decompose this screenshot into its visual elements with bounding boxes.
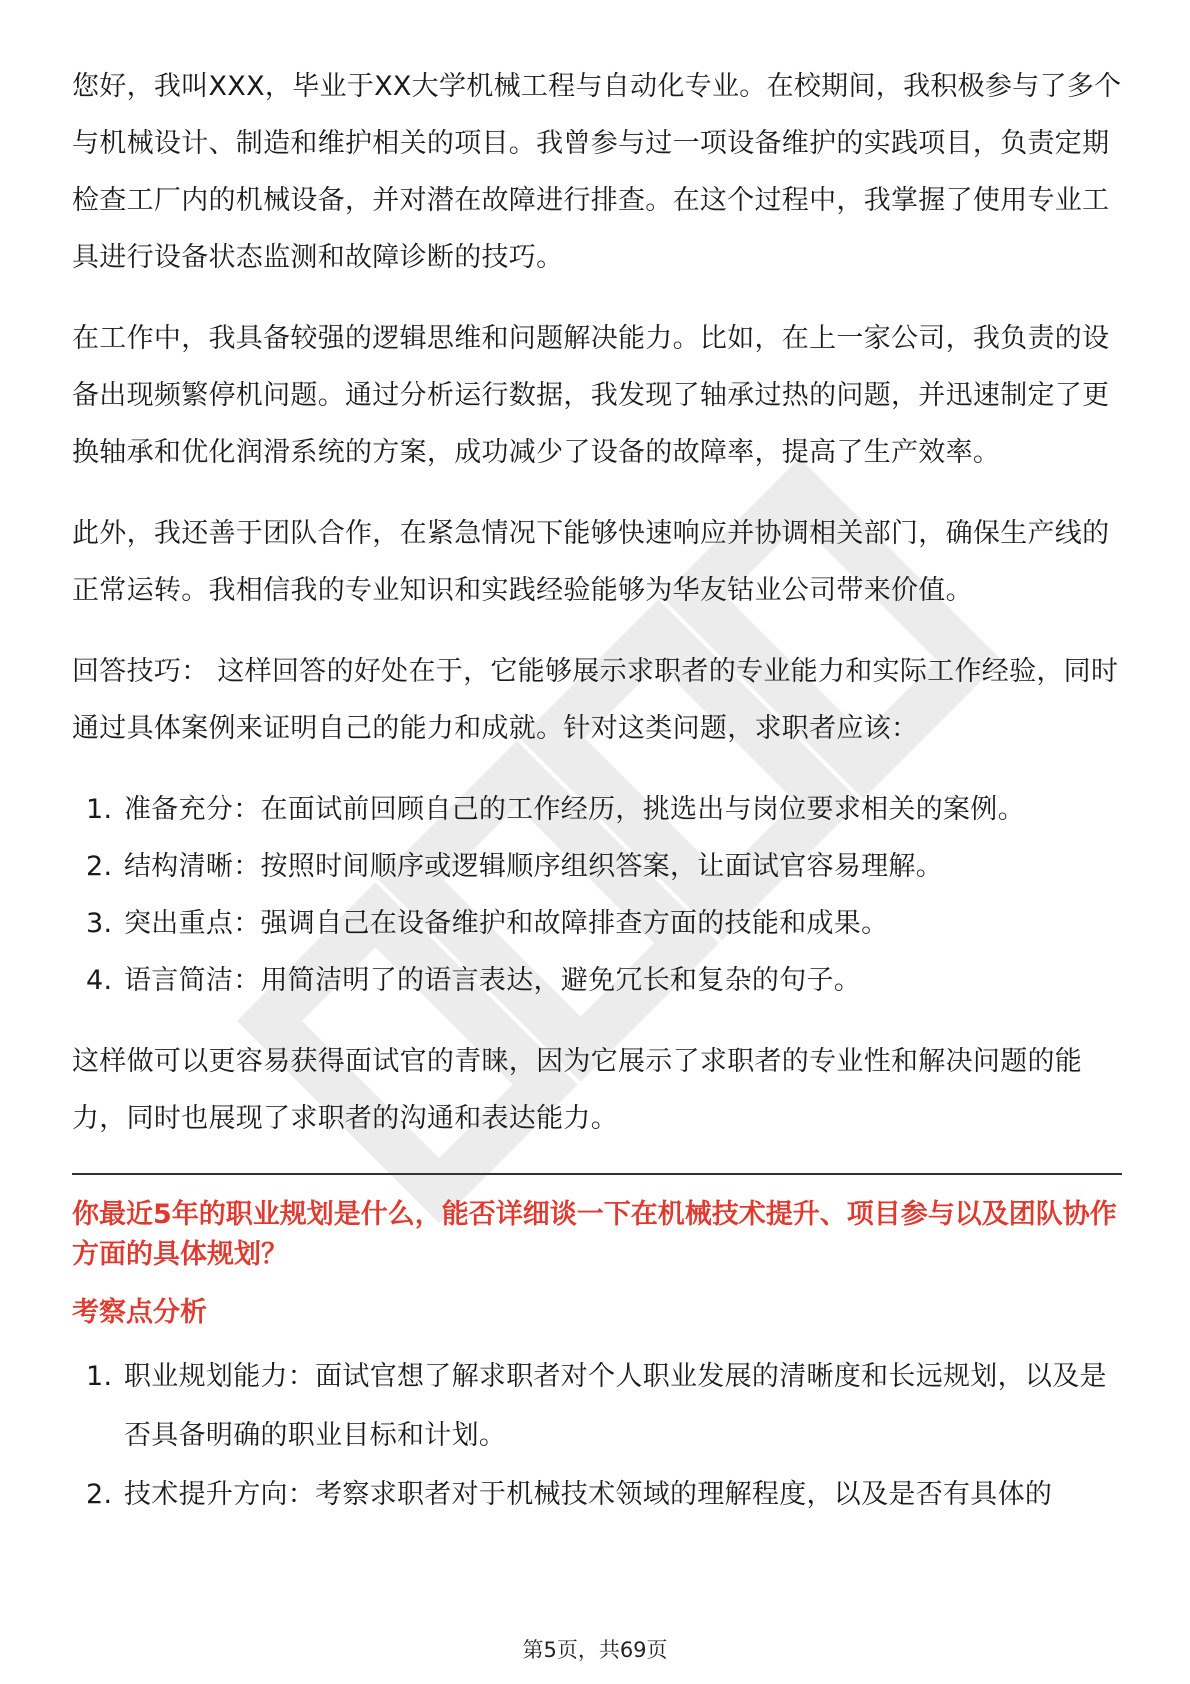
list-item (72, 895, 1122, 952)
list-number: 2. (86, 851, 113, 882)
list-item-text: 准备充分：在面试前回顾自己的工作经历，挑选出与岗位要求相关的案例。 (124, 794, 1025, 825)
analysis-list (72, 1347, 1122, 1524)
answer-tips-intro: 回答技巧： 这样回答的好处在于，它能够展示求职者的专业能力和实际工作经验，同时通过具体案例来证明自己的能力和成就。针对这类问题，求职者应该： (72, 656, 1119, 744)
section-divider (72, 1173, 1122, 1175)
list-item (72, 952, 1122, 1009)
page-footer: 第5页，共69页 (522, 1638, 668, 1662)
list-item-text: 语言简洁：用简洁明了的语言表达，避免冗长和复杂的句子。 (124, 965, 862, 996)
list-number: 1. (86, 1361, 113, 1392)
list-item-text: 突出重点：强调自己在设备维护和故障排查方面的技能和成果。 (124, 908, 889, 939)
list-item (72, 1465, 1122, 1524)
main-content (72, 58, 1122, 1548)
question-heading: 你最近5年的职业规划是什么，能否详细谈一下在机械技术提升、项目参与以及团队协作方面的具体规划？ (72, 1199, 1117, 1270)
list-item (72, 1347, 1122, 1465)
list-number: 3. (86, 908, 113, 939)
list-number: 4. (86, 965, 113, 996)
answer-paragraph-3: 此外，我还善于团队合作，在紧急情况下能够快速响应并协调相关部门，确保生产线的正常运转。我相信我的专业知识和实践经验能够为华友钴业公司带来价值。 (72, 518, 1110, 606)
list-item-text: 职业规划能力：面试官想了解求职者对个人职业发展的清晰度和长远规划，以及是否具备明确的职业目标和计划。 (124, 1361, 1107, 1451)
tips-list (72, 781, 1122, 1009)
list-item-text: 结构清晰：按照时间顺序或逻辑顺序组织答案，让面试官容易理解。 (124, 851, 943, 882)
answer-paragraph-2: 在工作中，我具备较强的逻辑思维和问题解决能力。比如，在上一家公司，我负责的设备出现频繁停机问题。通过分析运行数据，我发现了轴承过热的问题，并迅速制定了更换轴承和优化润滑系统的方案，成功减少了设备的故障率，提高了生产效率。 (72, 323, 1110, 468)
closing-paragraph: 这样做可以更容易获得面试官的青睐，因为它展示了求职者的专业性和解决问题的能力，同时也展现了求职者的沟通和表达能力。 (72, 1046, 1083, 1134)
analysis-heading: 考察点分析 (72, 1297, 207, 1328)
answer-paragraph-1: 您好，我叫XXX，毕业于XX大学机械工程与自动化专业。在校期间，我积极参与了多个与机械设计、制造和维护相关的项目。我曾参与过一项设备维护的实践项目，负责定期检查工厂内的机械设备，并对潜在故障进行排查。在这个过程中，我掌握了使用专业工具进行设备状态监测和故障诊断的技巧。 (72, 71, 1122, 273)
list-item (72, 838, 1122, 895)
list-item (72, 781, 1122, 838)
list-number: 2. (86, 1479, 113, 1510)
list-item-text: 技术提升方向：考察求职者对于机械技术领域的理解程度，以及是否有具体的 (124, 1479, 1053, 1510)
list-number: 1. (86, 794, 113, 825)
